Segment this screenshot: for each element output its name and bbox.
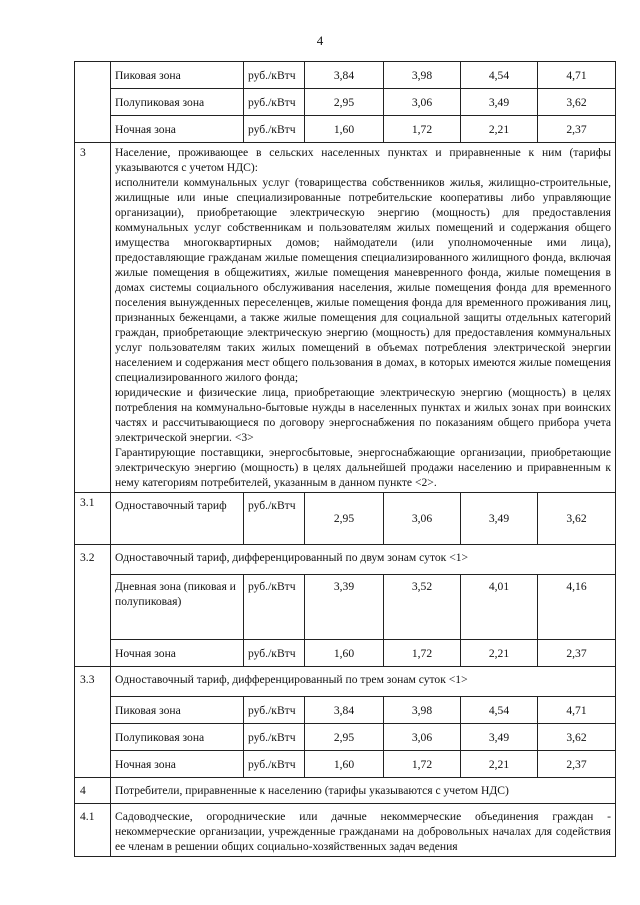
section-title: Потребители, приравненные к населению (тарифы указываются с учетом НДС) [111, 778, 616, 804]
row-label: Полупиковая зона [111, 724, 244, 751]
value-cell: 3,62 [538, 493, 616, 545]
section-number: 3.2 [75, 545, 111, 575]
row-label: Ночная зона [111, 116, 244, 143]
section-number: 3.1 [75, 493, 111, 545]
value-cell: 3,62 [538, 89, 616, 116]
value-cell: 2,37 [538, 116, 616, 143]
value-cell: 1,72 [384, 751, 461, 778]
value-cell: 1,72 [384, 116, 461, 143]
value-cell: 2,95 [305, 724, 384, 751]
value-cell: 3,49 [461, 493, 538, 545]
value-cell: 2,21 [461, 751, 538, 778]
unit-cell: руб./кВтч [244, 89, 305, 116]
row-label: Пиковая зона [111, 62, 244, 89]
section-title: Одноставочный тариф, дифференцированный по трем зонам суток <1> [111, 667, 616, 697]
section-4-1-row [75, 804, 616, 857]
unit-cell: руб./кВтч [244, 724, 305, 751]
table-row [75, 751, 616, 778]
section-3-paragraph: юридические и физические лица, приобретающие электрическую энергию (мощность) в целях потребления на коммунально-бытовые нужды в населенных пунктах и жилых зонах при воинских частях и рассчитывающиеся по договору энергоснабжения по показаниям общего прибора учета электрической энергии. <3> [115, 386, 611, 444]
table-row [75, 697, 616, 724]
section-3-paragraph: Гарантирующие поставщики, энергосбытовые, энергоснабжающие организации, приобретающие электрическую энергию (мощность) в целях дальнейшей продажи населению и приравненным к нему категориям потребителей, указанным в данном пункте <2>. [115, 446, 611, 489]
value-cell: 3,49 [461, 89, 538, 116]
unit-cell: руб./кВтч [244, 116, 305, 143]
value-cell: 3,98 [384, 697, 461, 724]
row-label: Полупиковая зона [111, 89, 244, 116]
value-cell: 3,06 [384, 724, 461, 751]
value-cell: 4,71 [538, 697, 616, 724]
section-4-1-text: Садоводческие, огороднические или дачные некоммерческие объединения граждан - некоммерческие организации, учрежденные гражданами на добровольных началах для содействия ее членам в решении общих социально-хозяйственных задач ведения [111, 804, 616, 857]
table-row [75, 62, 616, 89]
value-cell: 2,95 [305, 89, 384, 116]
value-cell: 3,39 [305, 575, 384, 640]
value-cell: 4,54 [461, 62, 538, 89]
value-cell: 4,54 [461, 697, 538, 724]
value-cell: 3,49 [461, 724, 538, 751]
value-cell: 3,98 [384, 62, 461, 89]
value-cell: 3,84 [305, 697, 384, 724]
section-number: 3 [75, 143, 111, 493]
section-3-3-header [75, 667, 616, 697]
row-label: Одноставочный тариф [111, 493, 244, 545]
section-3-1-row [75, 493, 616, 545]
value-cell: 3,52 [384, 575, 461, 640]
section-title: Одноставочный тариф, дифференцированный по двум зонам суток <1> [111, 545, 616, 575]
value-cell: 3,06 [384, 493, 461, 545]
table-row [75, 724, 616, 751]
row-label: Ночная зона [111, 640, 244, 667]
table-row [75, 575, 616, 640]
value-cell: 4,01 [461, 575, 538, 640]
value-cell: 2,21 [461, 640, 538, 667]
value-cell: 3,62 [538, 724, 616, 751]
unit-cell: руб./кВтч [244, 751, 305, 778]
table-row [75, 89, 616, 116]
value-cell: 3,84 [305, 62, 384, 89]
section-number: 4 [75, 778, 111, 804]
unit-cell: руб./кВтч [244, 575, 305, 640]
unit-cell: руб./кВтч [244, 640, 305, 667]
row-label: Пиковая зона [111, 697, 244, 724]
unit-cell: руб./кВтч [244, 493, 305, 545]
section-number: 3.3 [75, 667, 111, 697]
value-cell: 4,71 [538, 62, 616, 89]
table-row [75, 116, 616, 143]
page-number: 4 [316, 33, 324, 48]
value-cell: 3,06 [384, 89, 461, 116]
unit-cell: руб./кВтч [244, 697, 305, 724]
value-cell: 1,60 [305, 751, 384, 778]
value-cell: 1,72 [384, 640, 461, 667]
section-4-row [75, 778, 616, 804]
row-label: Дневная зона (пиковая и полупиковая) [111, 575, 244, 640]
section-3-description [111, 143, 616, 493]
value-cell: 2,37 [538, 640, 616, 667]
value-cell: 2,95 [305, 493, 384, 545]
table-row [75, 640, 616, 667]
value-cell: 1,60 [305, 640, 384, 667]
value-cell: 4,16 [538, 575, 616, 640]
section-3-2-header [75, 545, 616, 575]
value-cell: 2,37 [538, 751, 616, 778]
value-cell: 1,60 [305, 116, 384, 143]
tariff-table [74, 61, 616, 857]
section-3-row [75, 143, 616, 493]
value-cell: 2,21 [461, 116, 538, 143]
unit-cell: руб./кВтч [244, 62, 305, 89]
section-3-paragraph: исполнители коммунальных услуг (товарищества собственников жилья, жилищно-строительные, жилищные или иные специализированные потребительские кооперативы либо управляющие организации), приобретающие электрическую энергию (мощность) для предоставления коммунальных услуг собственникам и пользователям жилых помещений и содержания общего имущества многоквартирных домов; наймодатели (или уполномоченные ими лица), предоставляющие гражданам жилые помещения специализированного жилищного фонда, включая жилые помещения в общежитиях, жилые помещения маневренного фонда, жилые помещения в домах системы социального обслуживания населения, жилые помещения фонда для временного поселения вынужденных переселенцев, жилые помещения фонда для временного проживания лиц, признанных беженцами, а также жилые помещения для социальной защиты отдельных категорий граждан, приобретающие электрическую энергию (мощность) для предоставления коммунальных услуг пользователям таких жилых помещений в объемах потребления электрической энергии населением и содержания мест общего пользования в домах, в которых имеются жилые помещения специализированного жилого фонда; [115, 176, 611, 384]
section-3-title: Население, проживающее в сельских населенных пунктах и приравненные к ним (тарифы указываются с учетом НДС): [115, 146, 611, 174]
row-label: Ночная зона [111, 751, 244, 778]
section-number: 4.1 [75, 804, 111, 857]
